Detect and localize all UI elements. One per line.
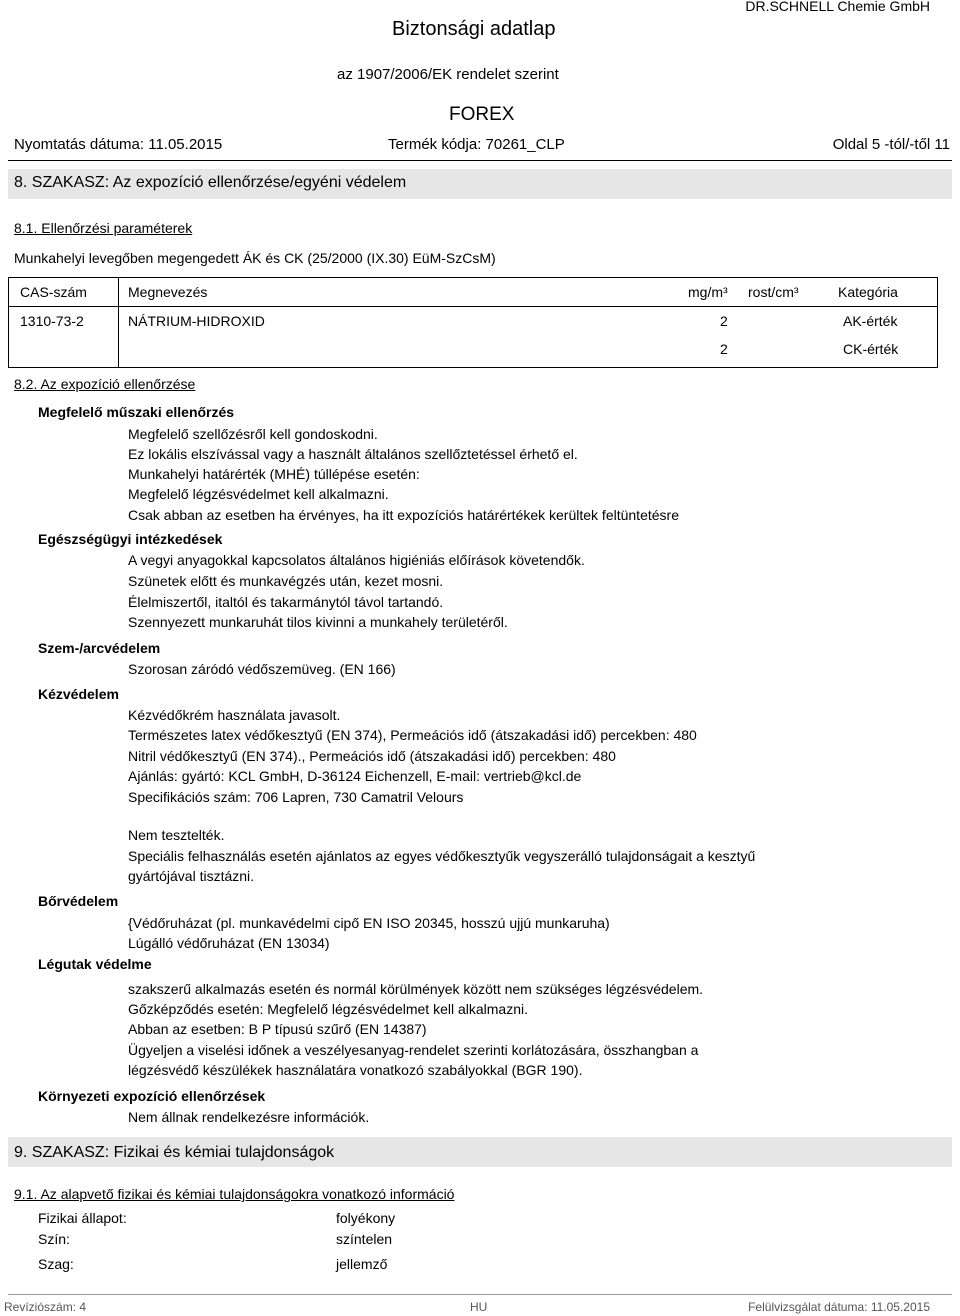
- tech-line: Munkahelyi határérték (MHÉ) túllépése esetén:: [128, 466, 420, 482]
- header-rule: [8, 160, 952, 161]
- limits-title: Munkahelyi levegőben megengedett ÁK és CK (25/2000 (IX.30) EüM-SzCsM): [14, 250, 496, 266]
- hand-line: Ajánlás: gyártó: KCL GmbH, D-36124 Eichenzell, E-mail: vertrieb@kcl.de: [128, 768, 582, 784]
- footer-rule: [8, 1294, 952, 1295]
- hygiene-line: Szünetek előtt és munkavégzés után, kezet mosni.: [128, 573, 444, 589]
- hygiene-line: Szennyezett munkaruhát tilos kivinni a munkahely területéről.: [128, 614, 508, 630]
- tech-controls-heading: Megfelelő műszaki ellenőrzés: [38, 404, 235, 420]
- table-row1-mg: 2: [720, 313, 728, 329]
- hygiene-line: Élelmiszertől, italtól és takarmánytól távol tartandó.: [128, 594, 444, 610]
- skin-protection-heading: Bőrvédelem: [38, 893, 119, 909]
- hand-line: Nitril védőkesztyű (EN 374)., Permeációs idő (átszakadási idő) percekben: 480: [128, 748, 616, 764]
- tech-line: Csak abban az esetben ha érvényes, ha itt expozíciós határértékek kerültek feltüntetésre: [128, 507, 679, 523]
- col-header-fiber: rost/cm³: [748, 284, 799, 300]
- property-label: Szag:: [38, 1256, 74, 1272]
- skin-line: {Védőruházat (pl. munkavédelmi cipő EN ISO 20345, hosszú ujjú munkaruha): [128, 915, 610, 931]
- hand-protection-heading: Kézvédelem: [38, 686, 119, 702]
- property-value: folyékony: [336, 1210, 396, 1226]
- col-header-name: Megnevezés: [128, 284, 208, 300]
- col-header-mg: mg/m³: [688, 284, 728, 300]
- col-header-category: Kategória: [838, 284, 898, 300]
- revision-number: Revíziószám: 4: [4, 1300, 87, 1314]
- print-date: Nyomtatás dátuma: 11.05.2015: [14, 136, 223, 153]
- subsection-9-1-title: 9.1. Az alapvető fizikai és kémiai tulajdonságokra vonatkozó információ: [14, 1186, 455, 1202]
- environmental-line: Nem állnak rendelkezésre információk.: [128, 1109, 370, 1125]
- respiratory-line: szakszerű alkalmazás esetén és normál körülmények között nem szükséges légzésvédelem.: [128, 981, 704, 997]
- col-header-cas: CAS-szám: [20, 284, 87, 300]
- table-col-divider: [118, 277, 119, 368]
- skin-line: Lúgálló védőruházat (EN 13034): [128, 935, 330, 951]
- respiratory-line: Gőzképződés esetén: Megfelelő légzésvédelmet kell alkalmazni.: [128, 1001, 528, 1017]
- review-date: Felülvizsgálat dátuma: 11.05.2015: [748, 1300, 930, 1314]
- regulation-line: az 1907/2006/EK rendelet szerint: [337, 66, 559, 83]
- table-row1-category: AK-érték: [843, 313, 898, 329]
- table-row2-mg: 2: [720, 341, 728, 357]
- hand-line: Speciális felhasználás esetén ajánlatos az egyes védőkesztyűk vegyszerálló tulajdonságait a kesztyű: [128, 848, 756, 864]
- eye-protection-line: Szorosan záródó védőszemüveg. (EN 166): [128, 661, 396, 677]
- property-value: jellemző: [336, 1256, 388, 1272]
- hygiene-line: A vegyi anyagokkal kapcsolatos általános higiéniás előírások követendők.: [128, 552, 585, 568]
- respiratory-line: Abban az esetben: B P típusú szűrő (EN 14387): [128, 1021, 427, 1037]
- respiratory-heading: Légutak védelme: [38, 956, 152, 972]
- hand-line: Nem tesztelték.: [128, 827, 225, 843]
- tech-line: Megfelelő légzésvédelmet kell alkalmazni.: [128, 486, 389, 502]
- subsection-8-1-title: 8.1. Ellenőrzési paraméterek: [14, 220, 193, 236]
- hand-line: gyártójával tisztázni.: [128, 868, 255, 884]
- language-code: HU: [470, 1300, 488, 1314]
- eye-protection-heading: Szem-/arcvédelem: [38, 640, 161, 656]
- property-label: Szín:: [38, 1231, 70, 1247]
- table-row2-category: CK-érték: [843, 341, 899, 357]
- section-8-title: 8. SZAKASZ: Az expozíció ellenőrzése/egyéni védelem: [14, 174, 407, 191]
- subsection-8-2-title: 8.2. Az expozíció ellenőrzése: [14, 376, 196, 392]
- property-value: színtelen: [336, 1231, 393, 1247]
- table-substance-name: NÁTRIUM-HIDROXID: [128, 313, 265, 329]
- company-name: DR.SCHNELL Chemie GmbH: [745, 0, 930, 14]
- document-title: Biztonsági adatlap: [392, 18, 556, 40]
- section-9-title: 9. SZAKASZ: Fizikai és kémiai tulajdonságok: [14, 1144, 335, 1161]
- tech-line: Ez lokális elszívással vagy a használt általános szellőztetéssel érhető el.: [128, 446, 578, 462]
- product-code: Termék kódja: 70261_CLP: [388, 136, 565, 153]
- environmental-heading: Környezeti expozíció ellenőrzések: [38, 1088, 266, 1104]
- table-cas-value: 1310-73-2: [20, 313, 84, 329]
- hand-line: Kézvédőkrém használata javasolt.: [128, 707, 341, 723]
- table-header-rule: [8, 306, 938, 307]
- page-number: Oldal 5 -tól/-től 11: [832, 136, 950, 153]
- respiratory-line: légzésvédő készülékek használatára vonatkozó szabályokkal (BGR 190).: [128, 1062, 583, 1078]
- respiratory-line: Ügyeljen a viselési időnek a veszélyesanyag-rendelet szerinti korlátozására, összhangban a: [128, 1042, 699, 1058]
- hygiene-heading: Egészségügyi intézkedések: [38, 531, 223, 547]
- hand-line: Természetes latex védőkesztyű (EN 374), Permeációs idő (átszakadási idő) percekben: 480: [128, 727, 697, 743]
- hand-line: Specifikációs szám: 706 Lapren, 730 Camatril Velours: [128, 789, 464, 805]
- tech-line: Megfelelő szellőzésről kell gondoskodni.: [128, 426, 378, 442]
- product-name: FOREX: [449, 104, 515, 125]
- property-label: Fizikai állapot:: [38, 1210, 127, 1226]
